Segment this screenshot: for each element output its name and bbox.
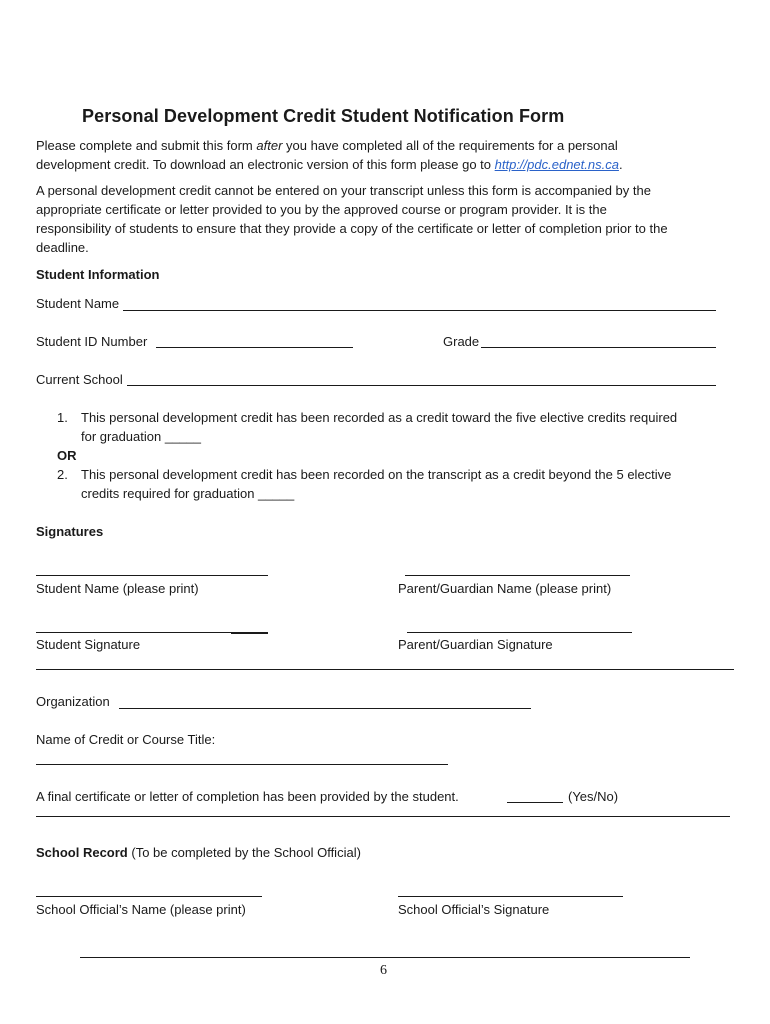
official-signature-label: School Official’s Signature — [398, 902, 550, 917]
student-info-heading: Student Information — [36, 267, 160, 282]
download-link[interactable]: http://pdc.ednet.ns.ca — [494, 157, 619, 172]
course-title-label: Name of Credit or Course Title: — [36, 732, 216, 747]
student-id-field[interactable] — [156, 347, 353, 348]
parent-signature-label: Parent/Guardian Signature — [398, 637, 553, 652]
intro-paragraph: Please complete and submit this form after you have completed all of the requirements for a personal development credit. To download an electronic version of this form please go to http://pdc.ednet.ns.ca. — [36, 138, 623, 172]
form-title: Personal Development Credit Student Notification Form — [82, 106, 565, 126]
organization-field[interactable] — [119, 708, 531, 709]
current-school-label: Current School — [36, 372, 123, 387]
student-print-name-field[interactable] — [36, 575, 268, 576]
page-number: 6 — [380, 963, 387, 978]
signatures-heading: Signatures — [36, 524, 104, 539]
section-divider — [36, 669, 734, 670]
parent-print-name-field[interactable] — [405, 575, 630, 576]
parent-print-name-label: Parent/Guardian Name (please print) — [398, 581, 612, 596]
footer-rule — [80, 957, 690, 958]
student-signature-extra-line — [231, 633, 268, 634]
option-2-beyond-blank[interactable]: credits required for graduation _____ — [81, 486, 295, 501]
yes-no-label: (Yes/No) — [568, 789, 619, 804]
student-id-label: Student ID Number — [36, 334, 148, 349]
official-signature-field[interactable] — [398, 896, 623, 897]
student-name-label: Student Name — [36, 296, 120, 311]
option-2-text: This personal development credit has been recorded on the transcript as a credit beyond the 5 elective — [81, 467, 672, 482]
official-print-name-field[interactable] — [36, 896, 262, 897]
current-school-field[interactable] — [127, 385, 716, 386]
parent-signature-field[interactable] — [407, 632, 632, 633]
organization-label: Organization — [36, 694, 110, 709]
certificate-yes-no-field[interactable] — [507, 802, 563, 803]
option-1-graduation-blank[interactable]: for graduation _____ — [81, 429, 201, 444]
school-record-divider — [36, 816, 730, 817]
official-print-name-label: School Official’s Name (please print) — [36, 902, 246, 917]
course-title-field[interactable] — [36, 764, 448, 765]
student-print-name-label: Student Name (please print) — [36, 581, 199, 596]
or-separator: OR — [57, 448, 77, 463]
option-1-text: This personal development credit has been recorded as a credit toward the five elective credits required — [81, 410, 678, 425]
notice-paragraph: A personal development credit cannot be entered on your transcript unless this form is accompanied by the appropriate certificate or letter provided to you by the approved course or program provider. It is the responsibility of students to ensure that they provide a copy of the certificate or letter of completion prior to the deadline. — [36, 183, 668, 255]
option-1-number: 1. — [57, 410, 68, 425]
student-name-field[interactable] — [123, 310, 716, 311]
school-record-heading: School Record (To be completed by the School Official) — [36, 845, 361, 860]
grade-label: Grade — [443, 334, 480, 349]
grade-field[interactable] — [481, 347, 716, 348]
option-2-number: 2. — [57, 467, 68, 482]
student-signature-label: Student Signature — [36, 637, 141, 652]
certificate-statement: A final certificate or letter of completion has been provided by the student. — [36, 789, 459, 804]
